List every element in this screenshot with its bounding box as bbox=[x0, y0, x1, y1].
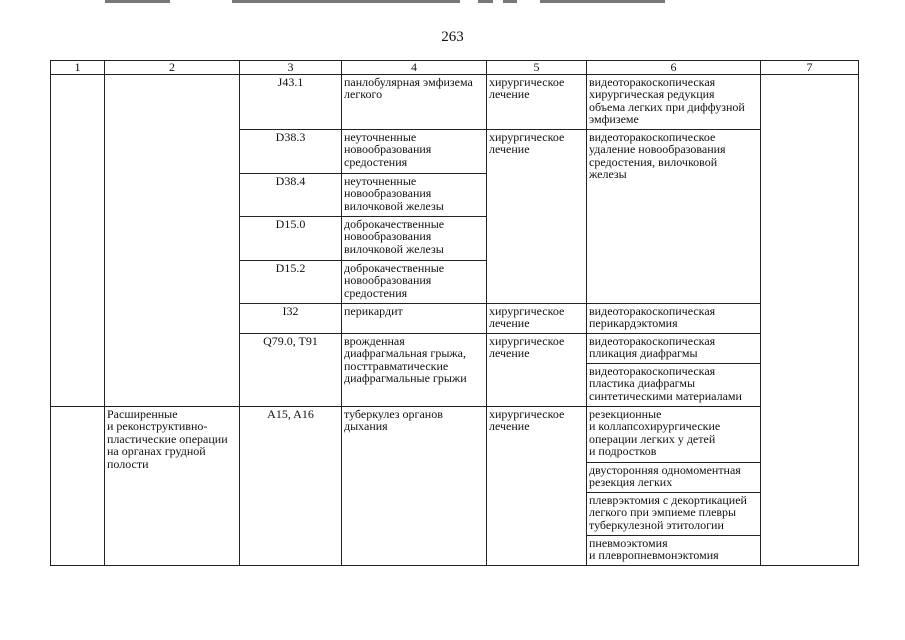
diagnosis-cell: перикардит bbox=[342, 303, 487, 333]
header-rule bbox=[540, 0, 665, 3]
column-7-cell bbox=[761, 74, 859, 565]
diagnosis-code: D15.0 bbox=[240, 216, 342, 260]
header-rule bbox=[503, 0, 517, 3]
diagnosis-code: D15.2 bbox=[240, 260, 342, 303]
column-number: 3 bbox=[240, 61, 342, 75]
header-rule bbox=[105, 0, 170, 3]
treatment-cell: хирургическое лечение bbox=[487, 406, 587, 565]
treatment-cell: хирургическое лечение bbox=[487, 303, 587, 333]
method-cell: видеоторакоскопическое удаление новообразования средостения, вилочковой железы bbox=[587, 129, 761, 303]
column-number: 6 bbox=[587, 61, 761, 75]
treatment-cell: хирургическое лечение bbox=[487, 129, 587, 303]
diagnosis-code: I32 bbox=[240, 303, 342, 333]
method-cell: двусторонняя одномоментная резекция легких bbox=[587, 462, 761, 492]
diagnosis-cell: врожденная диафрагмальная грыжа, посттравматические диафрагмальные грыжи bbox=[342, 333, 487, 406]
page-number: 263 bbox=[441, 29, 464, 45]
column-number: 2 bbox=[105, 61, 240, 75]
diagnosis-code: D38.4 bbox=[240, 173, 342, 216]
table-row bbox=[51, 74, 859, 129]
method-cell: пневмоэктомия и плевропневмонэктомия bbox=[587, 535, 761, 565]
diagnosis-cell: доброкачественные новообразования вилочковой железы bbox=[342, 216, 487, 260]
treatment-cell: хирургическое лечение bbox=[487, 74, 587, 129]
method-cell: резекционные и коллапсохирургические операции легких у детей и подростков bbox=[587, 406, 761, 462]
diagnosis-cell: туберкулез органов дыхания bbox=[342, 406, 487, 565]
header-rule bbox=[232, 0, 460, 3]
diagnosis-cell: неуточненные новообразования вилочковой железы bbox=[342, 173, 487, 216]
column-1-cell bbox=[51, 406, 105, 565]
diagnosis-code: A15, A16 bbox=[240, 406, 342, 565]
section-title-cell: Расширенные и реконструктивно- пластические операции на органах грудной полости bbox=[105, 406, 240, 565]
diagnosis-code: J43.1 bbox=[240, 74, 342, 129]
column-2-cell bbox=[105, 74, 240, 406]
method-cell: видеоторакоскопическая перикардэктомия bbox=[587, 303, 761, 333]
column-numbers-row bbox=[51, 61, 859, 75]
column-number: 5 bbox=[487, 61, 587, 75]
diagnosis-code: Q79.0, T91 bbox=[240, 333, 342, 406]
table-row bbox=[51, 406, 859, 462]
diagnosis-cell: панлобулярная эмфизема легкого bbox=[342, 74, 487, 129]
column-1-cell bbox=[51, 74, 105, 406]
column-number: 1 bbox=[51, 61, 105, 75]
method-cell: видеоторакоскопическая пликация диафрагмы bbox=[587, 333, 761, 363]
method-cell: видеоторакоскопическая хирургическая редукция объема легких при диффузной эмфиземе bbox=[587, 74, 761, 129]
column-number: 7 bbox=[761, 61, 859, 75]
column-number: 4 bbox=[342, 61, 487, 75]
diagnosis-cell: доброкачественные новообразования средостения bbox=[342, 260, 487, 303]
method-cell: видеоторакоскопическая пластика диафрагмы синтетическими материалами bbox=[587, 363, 761, 406]
diagnosis-code: D38.3 bbox=[240, 129, 342, 173]
procedures-table bbox=[50, 60, 859, 566]
method-cell: плеврэктомия с декортикацией легкого при эмпиеме плевры туберкулезной этитологии bbox=[587, 492, 761, 535]
header-rule bbox=[478, 0, 493, 3]
treatment-cell: хирургическое лечение bbox=[487, 333, 587, 406]
diagnosis-cell: неуточненные новообразования средостения bbox=[342, 129, 487, 173]
